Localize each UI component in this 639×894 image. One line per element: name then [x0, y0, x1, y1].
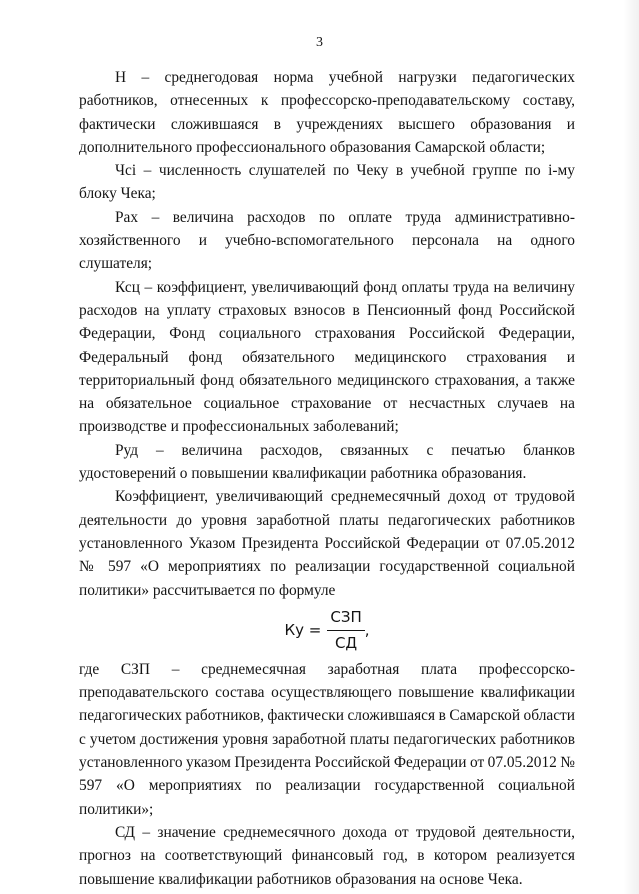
paragraph-szp-definition: где СЗП – среднемесячная заработная плата профессорско-преподавательского состава осуществляющего повышение квалификации педагогических работников, фактически сложившаяся в Самарской области с учетом достижения уровня заработной платы педагогических работников установленного указом Президента Российской Федерации от 07.05.2012 № 597 «О мероприятиях по реализации государственной социальной политики»; — [79, 660, 575, 818]
paragraph-rax-definition: Рах – величина расходов по оплате труда административно-хозяйственного и учебно-вспомогательного персонала на одного слушателя; — [79, 208, 575, 273]
paragraph-chsi-definition: Чсi – численность слушателей по Чеку в учебной группе по i-му блоку Чека; — [79, 162, 575, 203]
paragraph-rud-definition: Руд – величина расходов, связанных с печатью бланков удостоверений о повышении квалификации работника образования. — [79, 441, 575, 483]
formula-ku — [79, 604, 575, 658]
paragraph-ksc-definition: Ксц – коэффициент, увеличивающий фонд оплаты труда на величину расходов на уплату страховых взносов в Пенсионный фонд Российской Федерации, Фонд социального страхования Российской Федерации, Федеральный фонд обязательного медицинского страхования и территориальный фонд обязательного медицинского страхования, а также на обязательное социальное страхование от несчастных случаев на производстве и профессиональных заболеваний; — [79, 278, 575, 436]
document-body — [79, 66, 575, 891]
formula-trailing-comma: , — [364, 621, 370, 640]
formula-lhs: Ку = — [284, 621, 322, 640]
paragraph-ku-intro: Коэффициент, увеличивающий среднемесячный доход от трудовой деятельности до уровня заработной платы педагогических работников установленного Указом Президента Российской Федерации от 07.05.2012 № 597 «О мероприятиях по реализации государственной социальной политики» рассчитывается по формуле — [79, 488, 575, 599]
formula-denominator: СД — [334, 634, 358, 653]
paragraph-sd-definition: СД – значение среднемесячного дохода от трудовой деятельности, прогноз на соответствующий финансовый год, в котором реализуется повышение квалификации работников образования на основе Чека. — [79, 823, 575, 888]
formula-fraction — [327, 606, 364, 656]
page-number: 3 — [316, 35, 323, 50]
paragraph-h-definition: Н – среднегодовая норма учебной нагрузки педагогических работников, отнесенных к профессорско-преподавательскому составу, фактически сложившаяся в учреждениях высшего образования и дополнительного профессионального образования Самарской области; — [79, 69, 575, 156]
scan-edge-shadow — [623, 0, 639, 894]
formula-numerator: СЗП — [327, 606, 364, 631]
